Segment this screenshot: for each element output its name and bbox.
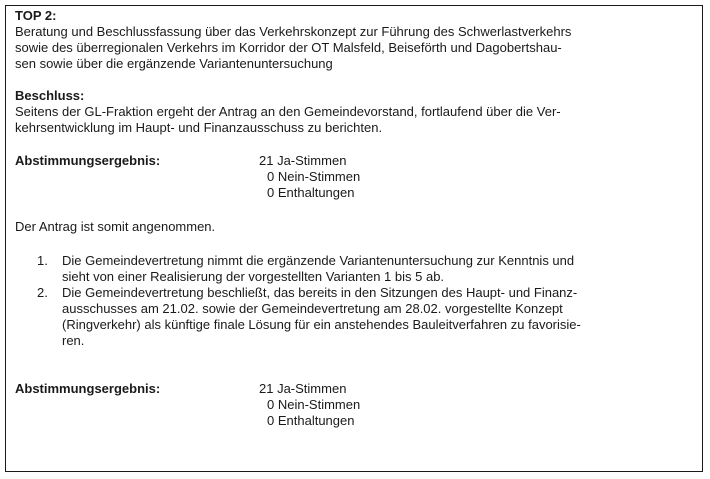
list-item-number: 2. xyxy=(37,285,48,300)
yes-votes: 21 Ja-Stimmen xyxy=(259,381,347,396)
vote-result-label: Abstimmungsergebnis: xyxy=(15,381,161,396)
resolution-line: Seitens der GL-Fraktion ergeht der Antrag an den Gemeindevorstand, fortlaufend über die Ver- xyxy=(15,104,561,119)
vote-result-counts xyxy=(259,153,360,201)
agenda-subject-line: Beratung und Beschlussfassung über das Verkehrskonzept zur Führung des Schwerlastverkehrs xyxy=(15,24,572,39)
agenda-subject-line: sowie des überregionalen Verkehrs im Korridor der OT Malsfeld, Beiseförth und Dagobertshau- xyxy=(15,40,562,55)
vote-result-counts xyxy=(259,381,360,429)
list-item-line: ausschusses am 21.02. sowie der Gemeindevertretung am 28.02. vorgestellte Konzept xyxy=(62,301,563,316)
document-body xyxy=(15,8,695,429)
vote-result-1 xyxy=(15,153,695,201)
resolution-list xyxy=(15,253,695,349)
no-votes: 0 Nein-Stimmen xyxy=(267,169,361,184)
abstentions: 0 Enthaltungen xyxy=(267,413,355,428)
agenda-heading: TOP 2: xyxy=(15,8,57,23)
list-item-line: ren. xyxy=(62,333,85,348)
motion-accepted-text: Der Antrag ist somit angenommen. xyxy=(15,219,216,234)
list-item-line: Die Gemeindevertretung beschließt, das bereits in den Sitzungen des Haupt- und Finanz- xyxy=(62,285,578,300)
list-item xyxy=(15,285,695,349)
list-item-line: Die Gemeindevertretung nimmt die ergänzende Variantenuntersuchung zur Kenntnis und xyxy=(62,253,575,268)
abstentions: 0 Enthaltungen xyxy=(267,185,355,200)
vote-result-label: Abstimmungsergebnis: xyxy=(15,153,161,168)
list-item xyxy=(15,253,695,285)
list-item-text xyxy=(62,285,695,349)
list-item-line: (Ringverkehr) als künftige finale Lösung für ein anstehendes Bauleitverfahren zu favorisie- xyxy=(62,317,581,332)
agenda-subject xyxy=(15,24,695,72)
list-item-number: 1. xyxy=(37,253,48,268)
vote-result-2 xyxy=(15,381,695,429)
resolution-line: kehrsentwicklung im Haupt- und Finanzausschuss zu berichten. xyxy=(15,120,383,135)
resolution-heading: Beschluss: xyxy=(15,88,85,103)
list-item-line: sieht von einer Realisierung der vorgestellten Varianten 1 bis 5 ab. xyxy=(62,269,445,284)
agenda-subject-line: sen sowie über die ergänzende Variantenuntersuchung xyxy=(15,56,333,71)
yes-votes: 21 Ja-Stimmen xyxy=(259,153,347,168)
no-votes: 0 Nein-Stimmen xyxy=(267,397,361,412)
list-item-text xyxy=(62,253,695,285)
resolution-text xyxy=(15,104,695,136)
